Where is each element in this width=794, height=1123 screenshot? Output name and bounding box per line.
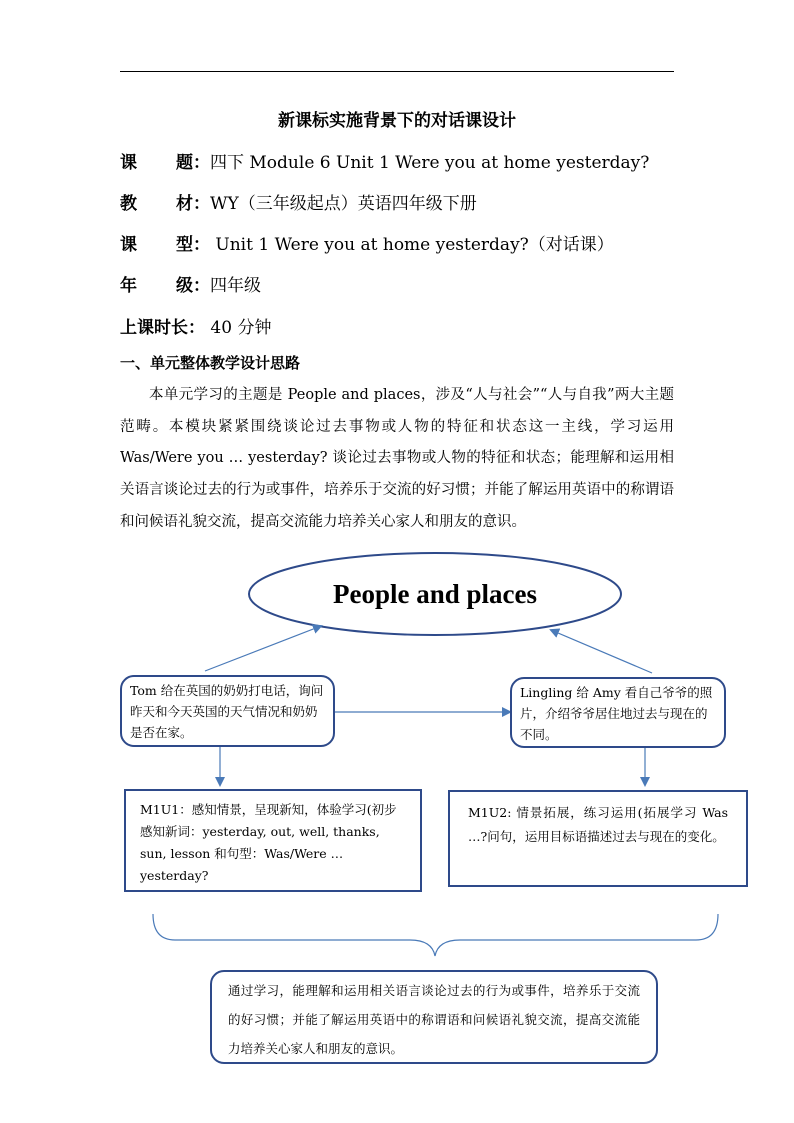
meta-label-b: 级： bbox=[176, 275, 210, 296]
right-scene-box bbox=[510, 677, 726, 748]
page-title: 新课标实施背景下的对话课设计 bbox=[278, 111, 516, 131]
meta-label-a: 年 bbox=[120, 275, 137, 296]
arrow-right-to-topic bbox=[551, 630, 652, 673]
meta-label-b: 材： bbox=[176, 193, 210, 214]
left-scene-box bbox=[120, 675, 335, 747]
right-lesson-text: M1U2: 情景拓展，练习运用(拓展学习 Was …?问句，运用目标语描述过去与现在的变化。 bbox=[468, 805, 728, 844]
section-heading: 一、单元整体教学设计思路 bbox=[120, 354, 301, 372]
header-rule bbox=[120, 71, 674, 72]
topic-label: People and places bbox=[332, 579, 537, 609]
summary-text: 通过学习，能理解和运用相关语言谈论过去的行为或事件，培养乐于交流的好习惯；并能了解运用英语中的称谓语和问候语礼貌交流，提高交流能力培养关心家人和朋友的意识。 bbox=[228, 983, 640, 1056]
meta-value: WY（三年级起点）英语四年级下册 bbox=[210, 193, 477, 214]
meta-label-b: 题： bbox=[176, 152, 210, 173]
meta-grade bbox=[120, 270, 261, 296]
right-lesson-box bbox=[448, 790, 748, 887]
left-lesson-box bbox=[124, 789, 422, 892]
meta-topic bbox=[120, 147, 649, 173]
meta-value: 四年级 bbox=[210, 275, 261, 296]
meta-label-a: 课 bbox=[120, 234, 137, 255]
right-scene-text: Lingling 给 Amy 看自己爷爷的照片，介绍爷爷居住地过去与现在的不同。 bbox=[520, 685, 713, 742]
left-scene-text: Tom 给在英国的奶奶打电话，询问昨天和今天英国的天气情况和奶奶是否在家。 bbox=[130, 683, 324, 740]
arrow-left-to-topic bbox=[205, 626, 321, 671]
left-lesson-text: M1U1：感知情景，呈现新知，体验学习(初步感知新词：yesterday, out, well, thanks, sun, lesson 和句型：Was/Were … yesterday? bbox=[140, 802, 397, 883]
meta-duration bbox=[120, 312, 271, 338]
meta-label-b: 型： bbox=[176, 234, 210, 255]
summary-box bbox=[210, 970, 658, 1064]
meta-label-a: 教 bbox=[120, 193, 137, 214]
concept-diagram bbox=[0, 540, 794, 1100]
meta-value: 40 分钟 bbox=[205, 317, 272, 338]
meta-value: Unit 1 Were you at home yesterday?（对话课） bbox=[210, 234, 614, 255]
body-paragraph: 本单元学习的主题是 People and places，涉及“人与社会”“人与自我”两大主题范畴。本模块紧紧围绕谈论过去事物或人物的特征和状态这一主线，学习运用 Was/Were you … yesterday? 谈论过去事物或人物的特征和状态；能理解和运用相关语言谈论过去的行为或事件，培养乐于交流的好习惯；并能了解运用英语中的称谓语和问候语礼貌交流，提高交流能力培养关心家人和朋友的意识。 bbox=[120, 387, 674, 530]
meta-lesson-type bbox=[120, 229, 614, 255]
summary-brace bbox=[153, 914, 718, 956]
meta-label-full: 上课时长： bbox=[120, 317, 205, 338]
meta-value: 四下 Module 6 Unit 1 Were you at home yesterday? bbox=[210, 152, 650, 173]
meta-label-a: 课 bbox=[120, 152, 137, 173]
meta-textbook bbox=[120, 188, 477, 214]
